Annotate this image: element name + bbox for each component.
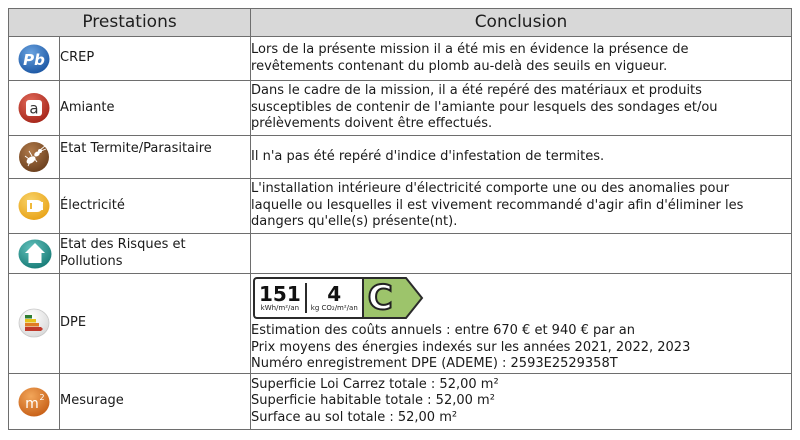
energy-rating-icon bbox=[18, 308, 50, 340]
surface-m2-icon bbox=[18, 386, 50, 418]
table-header-row bbox=[9, 9, 792, 37]
conclusion-text bbox=[251, 234, 792, 274]
conclusion-text: Superficie Loi Carrez totale : 52,00 m² Superficie habitable totale : 52,00 m² Surface au sol totale : 52,00 m² bbox=[251, 374, 792, 430]
conclusion-text: 151 kWh/m²/an 4 kg CO₂/m²/an C Estimation des coûts annuels : entre 670 € et 940 € par an Prix moyens des énergies indexés sur les années 2021, 2022, 2023 Numéro enregistrement DPE (ADEME) : 2593E2529358T bbox=[251, 274, 792, 374]
header-conclusion: Conclusion bbox=[251, 9, 792, 37]
table-row-dpe bbox=[9, 274, 792, 374]
lead-pb-icon bbox=[18, 43, 50, 75]
dpe-energy-label bbox=[253, 277, 791, 319]
prestation-name: DPE bbox=[60, 274, 251, 374]
svg-text:Pb: Pb bbox=[23, 50, 45, 69]
dpe-class-badge: C bbox=[362, 277, 424, 319]
svg-text:a: a bbox=[29, 99, 39, 118]
house-risk-icon bbox=[18, 238, 50, 270]
diagnostics-summary-table bbox=[8, 8, 792, 430]
prestation-name: Etat des Risques et Pollutions bbox=[60, 234, 251, 274]
header-prestations: Prestations bbox=[9, 9, 251, 37]
table-row-mesurage bbox=[9, 374, 792, 430]
prestation-name: Électricité bbox=[60, 179, 251, 234]
table-row-crep bbox=[9, 37, 792, 81]
table-row-erp bbox=[9, 234, 792, 274]
termite-icon bbox=[18, 141, 50, 173]
svg-text:2: 2 bbox=[39, 392, 45, 402]
conclusion-text: Lors de la présente mission il a été mis en évidence la présence de revêtements contenant du plomb au-delà des seuils en vigueur. bbox=[251, 37, 792, 81]
prestation-name: Mesurage bbox=[60, 374, 251, 430]
table-row-electricite bbox=[9, 179, 792, 234]
conclusion-text: L'installation intérieure d'électricité comporte une ou des anomalies pour laquelle ou lesquelles il est vivement recommandé d'agir afin d'éliminer les dangers qu'elle(s) présente(nt). bbox=[251, 179, 792, 234]
prestation-name: Amiante bbox=[60, 81, 251, 136]
svg-text:m: m bbox=[25, 395, 39, 412]
conclusion-text: Dans le cadre de la mission, il a été repéré des matériaux et produits susceptibles de contenir de l'amiante pour lesquels des sondages et/ou prélèvements doivent être effectués. bbox=[251, 81, 792, 136]
dpe-energy-consumption: 151 kWh/m²/an bbox=[259, 281, 301, 312]
conclusion-text: Il n'a pas été repéré d'indice d'infestation de termites. bbox=[251, 136, 792, 179]
electricity-plug-icon bbox=[18, 190, 50, 222]
table-row-termite bbox=[9, 136, 792, 179]
prestation-name: CREP bbox=[60, 37, 251, 81]
table-row-amiante bbox=[9, 81, 792, 136]
asbestos-a-icon bbox=[18, 92, 50, 124]
dpe-ghg-emissions: 4 kg CO₂/m²/an bbox=[305, 283, 362, 313]
prestation-name: Etat Termite/Parasitaire bbox=[60, 136, 251, 179]
